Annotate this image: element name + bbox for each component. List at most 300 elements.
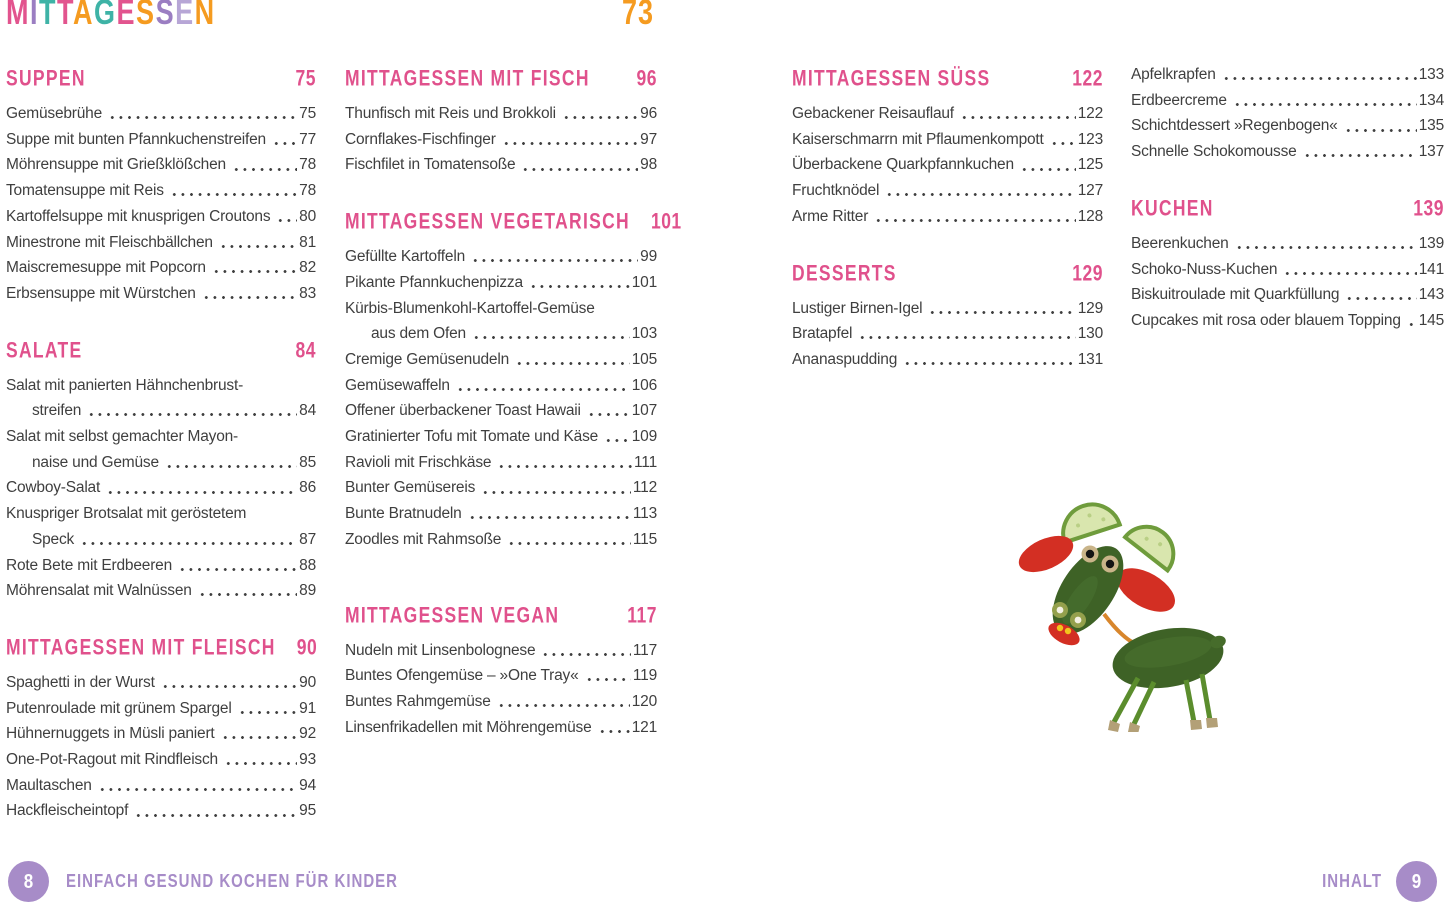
toc-entry: [6, 773, 316, 799]
toc-entry-page-number: 109: [631, 428, 657, 446]
toc-entry-title: Zoodles mit Rahmsoße: [345, 530, 502, 548]
toc-entry-page-number: 94: [299, 776, 316, 794]
toc-entry-dot-leader: [604, 424, 630, 450]
toc-entry: [345, 101, 657, 127]
toc-entry-page-number: 88: [299, 556, 316, 574]
toc-entry-page-number: 141: [1418, 260, 1444, 278]
toc-entry-title: Cremige Gemüsenudeln: [345, 350, 510, 368]
toc-entry-page-number: 129: [1077, 299, 1103, 317]
toc-entry-title: Möhrensuppe mit Grießklößchen: [6, 156, 226, 174]
toc-entry-title: Ravioli mit Frischkäse: [345, 453, 492, 471]
section-heading: [345, 62, 657, 92]
toc-entry-page-number: 84: [299, 402, 316, 420]
toc-entry-page-number: 128: [1077, 207, 1103, 225]
toc-entry-page-number: 91: [299, 699, 316, 717]
toc-entry-dot-leader: [468, 501, 631, 527]
toc-column-4: [1131, 62, 1444, 334]
toc-entry-dot-leader: [108, 101, 297, 127]
chapter-title-letter: G: [94, 0, 117, 32]
toc-entry-page-number: 90: [299, 673, 316, 691]
toc-entry-title: Beerenkuchen: [1131, 234, 1229, 252]
section-heading: [792, 257, 1103, 287]
toc-entry: [792, 127, 1103, 153]
toc-entry-page-number: 78: [299, 156, 316, 174]
toc-entry-page-number: 115: [632, 530, 657, 548]
toc-entry-page-number: 81: [299, 233, 316, 251]
toc-entry-dot-leader: [238, 696, 298, 722]
toc-entry: [1131, 282, 1444, 308]
chapter-title: [6, 0, 216, 33]
section-page-number: 90: [296, 634, 318, 660]
section-heading: [792, 62, 1103, 92]
toc-entry-page-number: 137: [1418, 143, 1444, 161]
toc-entry-dot-leader: [272, 127, 297, 153]
chapter-title-letter: N: [194, 0, 216, 32]
section-heading-text: MITTAGESSEN VEGETARISCH: [345, 208, 630, 234]
cucumber-antler-left: [1056, 497, 1120, 543]
toc-entry-page-number: 125: [1077, 156, 1103, 174]
chapter-title-letter: S: [136, 0, 156, 32]
toc-entry-title: Hackfleischeintopf: [6, 802, 129, 820]
toc-entry-title: Hühnernuggets in Müsli paniert: [6, 725, 215, 743]
toc-entry-title: Apfelkrapfen: [1131, 66, 1216, 83]
cucumber-antler-right: [1125, 516, 1184, 571]
toc-entry-dot-leader: [98, 773, 297, 799]
toc-entry-title: Schnelle Schokomousse: [1131, 143, 1297, 161]
toc-entry-page-number: 105: [631, 350, 657, 368]
toc-entry: [345, 638, 657, 664]
toc-entry-dot-leader: [1303, 139, 1417, 165]
toc-entry-title: Cowboy-Salat: [6, 479, 101, 497]
toc-entry-title: One-Pot-Ragout mit Rindfleisch: [6, 751, 218, 769]
toc-entry-page-number: 93: [299, 751, 316, 769]
toc-entry-dot-leader: [903, 347, 1076, 373]
toc-entry-page-number: 98: [640, 156, 657, 174]
toc-entry-title: Bunte Bratnudeln: [345, 505, 462, 523]
section-page-number: 129: [1072, 259, 1103, 286]
toc-entry-dot-leader: [212, 255, 297, 281]
toc-entry-page-number: 119: [632, 667, 657, 685]
section-page-number: 139: [1413, 194, 1444, 221]
toc-entry-dot-leader: [481, 475, 631, 501]
toc-entry: [1131, 139, 1444, 165]
toc-entry: [6, 230, 316, 256]
chapter-title-letter: A: [73, 0, 95, 32]
toc-entry-title: Gefüllte Kartoffeln: [345, 248, 465, 266]
toc-entry-title: Erdbeercreme: [1131, 91, 1227, 109]
toc-entry-dot-leader: [960, 101, 1076, 127]
toc-entry-title: Gemüsewaffeln: [345, 376, 450, 394]
toc-entry: [345, 527, 657, 553]
section-heading: [345, 205, 682, 235]
toc-entry-dot-leader: [598, 715, 630, 741]
toc-entry: [6, 281, 316, 307]
chapter-title-letter: I: [30, 0, 40, 32]
section-heading-text: SUPPEN: [6, 65, 86, 91]
section-heading-text: MITTAGESSEN MIT FLEISCH: [6, 634, 276, 660]
toc-entry-title: Suppe mit bunten Pfannkuchenstreifen: [6, 130, 266, 148]
toc-entry: [1131, 113, 1444, 139]
toc-entry-page-number: 112: [632, 479, 657, 497]
toc-entry-dot-leader: [219, 230, 297, 256]
chapter-title-letter: T: [39, 0, 58, 32]
toc-entry-page-number: 89: [299, 582, 316, 600]
section-heading: [6, 62, 316, 92]
chapter-title-letter: T: [57, 0, 74, 32]
toc-entry-title: Gratinierter Tofu mit Tomate und Käse: [345, 428, 599, 446]
olive-nostril-left: [1052, 602, 1068, 618]
toc-entry: [792, 152, 1103, 178]
toc-entry-dot-leader: [562, 101, 638, 127]
toc-column-3: [792, 62, 1103, 373]
toc-entry-page-number: 133: [1418, 66, 1444, 83]
toc-entry-title: Buntes Ofengemüse – »One Tray«: [345, 667, 579, 685]
olive-nostril-right: [1070, 612, 1086, 628]
toc-entry: [6, 527, 316, 553]
toc-entry-page-number: 121: [631, 718, 657, 736]
toc-entry-page-number: 111: [634, 453, 657, 471]
toc-entry-dot-leader: [885, 178, 1076, 204]
toc-entry-title: Überbackene Quarkpfannkuchen: [792, 156, 1014, 174]
toc-entry-dot-leader: [134, 798, 297, 824]
section-heading-text: MITTAGESSEN VEGAN: [345, 601, 560, 628]
toc-entry-page-number: 113: [632, 505, 657, 523]
toc-entry: [792, 321, 1103, 347]
toc-entry: [1131, 308, 1444, 334]
olive-eye-right: [1102, 556, 1119, 573]
toc-entry: [792, 101, 1103, 127]
section-entries: [1131, 62, 1444, 165]
toc-entry-dot-leader: [224, 747, 297, 773]
toc-entry: [345, 152, 657, 178]
toc-entry-dot-leader: [198, 578, 297, 604]
section-heading-text: MITTAGESSEN MIT FISCH: [345, 65, 590, 91]
toc-entry: [6, 101, 316, 127]
toc-entry-dot-leader: [472, 321, 630, 347]
toc-entry-title: Gebackener Reisauflauf: [792, 105, 954, 122]
toc-entry-dot-leader: [1233, 88, 1417, 114]
toc-entry: [345, 347, 657, 373]
toc-entry-dot-leader: [456, 373, 630, 399]
toc-entry-title: Buntes Rahmgemüse: [345, 692, 491, 710]
toc-entry-title: Erbsensuppe mit Würstchen: [6, 284, 196, 302]
bean-leg: [1202, 674, 1210, 720]
toc-entry: [345, 689, 657, 715]
toc-entry-page-number: 134: [1418, 91, 1444, 109]
toc-entry-title: aus dem Ofen: [371, 325, 466, 343]
toc-entry-dot-leader: [232, 152, 297, 178]
toc-entry: [6, 152, 316, 178]
toc-entry: [345, 501, 657, 527]
toc-entry-title: Arme Ritter: [792, 207, 869, 225]
toc-entry-page-number: 96: [640, 105, 657, 122]
toc-entry: [6, 670, 316, 696]
toc-entry: [6, 398, 316, 424]
olive-eye-left: [1082, 546, 1099, 563]
section-heading-text: DESSERTS: [792, 259, 897, 286]
toc-entry-title: Cupcakes mit rosa oder blauem Topping: [1131, 311, 1401, 329]
toc-entry: [6, 255, 316, 281]
toc-entry: [1131, 257, 1444, 283]
toc-entry: [6, 696, 316, 722]
toc-entry: [1131, 231, 1444, 257]
section-heading: [345, 599, 657, 629]
toc-entry-dot-leader: [170, 178, 297, 204]
toc-entry: [6, 204, 316, 230]
toc-entry-dot-leader: [541, 638, 630, 664]
chapter-title-row: [6, 2, 654, 33]
toc-entry-page-number: 77: [299, 130, 316, 148]
toc-entry-title: Kartoffelsuppe mit knusprigen Croutons: [6, 207, 271, 225]
toc-entry: [6, 475, 316, 501]
toc-entry-page-number: 101: [631, 273, 657, 291]
toc-entry: [345, 373, 657, 399]
toc-entry: [6, 450, 316, 476]
toc-entry-title: Maultaschen: [6, 776, 92, 794]
toc-entry: [6, 721, 316, 747]
toc-entry: [345, 663, 657, 689]
toc-entry-page-number: 131: [1077, 350, 1103, 368]
toc-entry: [345, 715, 657, 741]
toc-entry: [6, 127, 316, 153]
toc-entry-dot-leader: [587, 398, 630, 424]
toc-entry-title: Spaghetti in der Wurst: [6, 673, 155, 691]
toc-entry-page-number: 122: [1077, 105, 1103, 122]
toc-entry-page-number: 135: [1418, 117, 1444, 135]
toc-entry-title: Bratapfel: [792, 325, 853, 343]
chapter-title-letter: M: [6, 0, 30, 32]
toc-entry-dot-leader: [1345, 282, 1416, 308]
toc-entry-wrap-line: Kürbis-Blumenkohl-Kartoffel-Gemüse: [345, 299, 595, 317]
toc-entry-dot-leader: [221, 721, 298, 747]
toc-entry-dot-leader: [1222, 62, 1417, 88]
toc-entry-page-number: 123: [1077, 130, 1103, 148]
toc-entry-page-number: 145: [1418, 311, 1444, 329]
toc-entry-title: Pikante Pfannkuchenpizza: [345, 273, 523, 291]
hoof: [1206, 718, 1218, 728]
footer-section-label: INHALT: [1322, 870, 1382, 893]
toc-entry-title: Maiscremesuppe mit Popcorn: [6, 259, 206, 277]
toc-entry-title: Linsenfrikadellen mit Möhrengemüse: [345, 718, 592, 736]
section-entries: [792, 296, 1103, 373]
toc-entry-page-number: 92: [299, 725, 316, 743]
corn-tooth: [1057, 625, 1063, 631]
section-heading: [6, 631, 316, 661]
section-page-number: 117: [627, 601, 657, 628]
page-number-badge-left: [8, 861, 49, 902]
toc-entry-page-number: 106: [631, 376, 657, 394]
toc-entry-wrap-line: Knuspriger Brotsalat mit geröstetem: [6, 505, 247, 523]
toc-entry-wrap-line: Salat mit panierten Hähnchenbrust-: [6, 376, 244, 394]
toc-entry-page-number: 75: [299, 105, 316, 122]
toc-entry-title: Biskuitroulade mit Quarkfüllung: [1131, 286, 1340, 304]
toc-entry-dot-leader: [87, 398, 297, 424]
toc-entry-dot-leader: [521, 152, 638, 178]
section-entries: [345, 638, 657, 741]
toc-entry-page-number: 103: [631, 325, 657, 343]
toc-entry-title: Minestrone mit Fleischbällchen: [6, 233, 213, 251]
bean-leg: [1186, 680, 1194, 722]
toc-entry-dot-leader: [858, 321, 1075, 347]
toc-entry-dot-leader: [585, 663, 631, 689]
toc-entry-dot-leader: [1050, 127, 1076, 153]
toc-entry-dot-leader: [1407, 308, 1417, 334]
toc-entry-dot-leader: [106, 475, 297, 501]
toc-entry: [792, 204, 1103, 230]
toc-entry-dot-leader: [178, 553, 297, 579]
toc-entry-page-number: 139: [1418, 234, 1444, 252]
toc-entry-dot-leader: [80, 527, 297, 553]
toc-column-2: [345, 62, 682, 740]
toc-entry-page-number: 80: [299, 207, 316, 225]
toc-entry-dot-leader: [165, 450, 297, 476]
hoof: [1190, 720, 1202, 730]
vegetable-moose-illustration: [1018, 492, 1238, 732]
toc-entry-page-number: 82: [299, 259, 316, 277]
toc-entry-title: Schoko-Nuss-Kuchen: [1131, 260, 1278, 278]
toc-entry-dot-leader: [202, 281, 297, 307]
toc-entry-wrap-line: Salat mit selbst gemachter Mayon-: [6, 428, 239, 446]
toc-entry: [6, 553, 316, 579]
section-entries: [345, 101, 657, 178]
toc-entry: [345, 321, 657, 347]
toc-entry-title: Schichtdessert »Regenbogen«: [1131, 117, 1338, 135]
page-number-right: 9: [1411, 869, 1422, 893]
toc-entry-dot-leader: [1283, 257, 1416, 283]
toc-entry-dot-leader: [161, 670, 297, 696]
toc-entry-dot-leader: [928, 296, 1075, 322]
section-entries: [6, 101, 316, 307]
toc-entry-title: Bunter Gemüsereis: [345, 479, 476, 497]
toc-entry-dot-leader: [507, 527, 631, 553]
toc-entry-title: Offener überbackener Toast Hawaii: [345, 402, 581, 420]
section-entries: [1131, 231, 1444, 334]
toc-entry: [792, 347, 1103, 373]
toc-entry-page-number: 117: [632, 641, 657, 659]
toc-entry-title: Nudeln mit Linsenbolognese: [345, 641, 536, 659]
toc-entry-title: Speck: [32, 530, 75, 548]
section-page-number: 75: [295, 65, 316, 91]
bean-leg: [1114, 678, 1138, 722]
toc-entry-page-number: 143: [1418, 286, 1444, 304]
footer-book-title: EINFACH GESUND KOCHEN FÜR KINDER: [66, 870, 399, 893]
toc-entry-title: Lustiger Birnen-Igel: [792, 299, 923, 317]
toc-entry-title: Putenroulade mit grünem Spargel: [6, 699, 232, 717]
section-entries: [6, 373, 316, 604]
toc-entry: [345, 244, 657, 270]
toc-entry: [6, 578, 316, 604]
section-page-number: 84: [295, 336, 316, 363]
hoof: [1108, 720, 1120, 732]
page-number-left: 8: [23, 869, 34, 893]
toc-entry-page-number: 97: [640, 130, 657, 148]
toc-entry-page-number: 83: [299, 284, 316, 302]
toc-entry: [6, 798, 316, 824]
toc-entry-title: streifen: [32, 402, 82, 420]
section-heading-text: MITTAGESSEN SÜSS: [792, 65, 991, 91]
toc-entry-title: Gemüsebrühe: [6, 105, 103, 122]
footer-left: [8, 861, 398, 902]
toc-entry: [792, 296, 1103, 322]
toc-entry-page-number: 120: [631, 692, 657, 710]
toc-entry-title: Ananaspudding: [792, 350, 898, 368]
toc-entry-title: Möhrensalat mit Walnüssen: [6, 582, 192, 600]
toc-entry: [792, 178, 1103, 204]
section-entries: [792, 101, 1103, 230]
section-page-number: 122: [1072, 65, 1103, 91]
section-heading: [1131, 192, 1444, 222]
toc-entry: [345, 475, 657, 501]
toc-entry: [345, 270, 657, 296]
toc-entry-dot-leader: [1344, 113, 1417, 139]
toc-entry: [1131, 62, 1444, 88]
toc-entry-page-number: 130: [1077, 325, 1103, 343]
chapter-title-letter: E: [116, 0, 137, 32]
toc-entry-dot-leader: [497, 450, 632, 476]
footer-right: [1322, 861, 1437, 902]
toc-entry: [345, 398, 657, 424]
bean-leg: [1134, 682, 1154, 724]
section-heading-text: KUCHEN: [1131, 194, 1214, 221]
toc-entry-page-number: 87: [299, 530, 316, 548]
section-entries: [345, 244, 657, 552]
toc-entry-page-number: 95: [299, 802, 316, 820]
section-entries: [6, 670, 316, 824]
toc-entry-title: Thunfisch mit Reis und Brokkoli: [345, 105, 556, 122]
toc-entry-dot-leader: [497, 689, 630, 715]
chapter-title-page-number: 73: [621, 0, 654, 32]
toc-entry-dot-leader: [1020, 152, 1076, 178]
toc-entry-title: Tomatensuppe mit Reis: [6, 182, 164, 200]
section-page-number: 96: [636, 65, 657, 91]
toc-entry-page-number: 78: [299, 182, 316, 200]
toc-entry-title: Rote Bete mit Erdbeeren: [6, 556, 172, 574]
section-heading-text: SALATE: [6, 336, 83, 363]
toc-entry-title: Fruchtknödel: [792, 182, 880, 200]
toc-entry-page-number: 86: [299, 479, 316, 497]
corn-tooth: [1065, 628, 1071, 634]
toc-entry-dot-leader: [515, 347, 630, 373]
chapter-title-letter: S: [155, 0, 176, 32]
section-page-number: 101: [650, 208, 682, 234]
chapter-title-letter: E: [175, 0, 195, 32]
toc-entry: [345, 450, 657, 476]
toc-entry: [6, 178, 316, 204]
toc-entry-dot-leader: [529, 270, 630, 296]
toc-entry: [1131, 88, 1444, 114]
section-heading: [6, 334, 316, 364]
toc-entry: [345, 127, 657, 153]
toc-entry-dot-leader: [1235, 231, 1417, 257]
toc-entry-title: Kaiserschmarrn mit Pflaumenkompott: [792, 130, 1044, 148]
toc-entry-page-number: 85: [299, 453, 316, 471]
toc-entry-dot-leader: [502, 127, 639, 153]
toc-entry-title: naise und Gemüse: [32, 453, 159, 471]
toc-entry-page-number: 99: [640, 248, 657, 266]
toc-entry-page-number: 107: [631, 402, 657, 420]
toc-entry-title: Fischfilet in Tomatensoße: [345, 156, 516, 174]
toc-column-1: [6, 62, 316, 824]
toc-entry-dot-leader: [471, 244, 638, 270]
toc-entry-title: Cornflakes-Fischfinger: [345, 130, 496, 148]
page-number-badge-right: [1396, 861, 1437, 902]
toc-entry: [6, 747, 316, 773]
toc-entry-page-number: 127: [1077, 182, 1103, 200]
toc-entry: [345, 424, 657, 450]
toc-entry-dot-leader: [276, 204, 297, 230]
carrot-neck: [1104, 614, 1136, 644]
toc-entry-dot-leader: [874, 204, 1076, 230]
